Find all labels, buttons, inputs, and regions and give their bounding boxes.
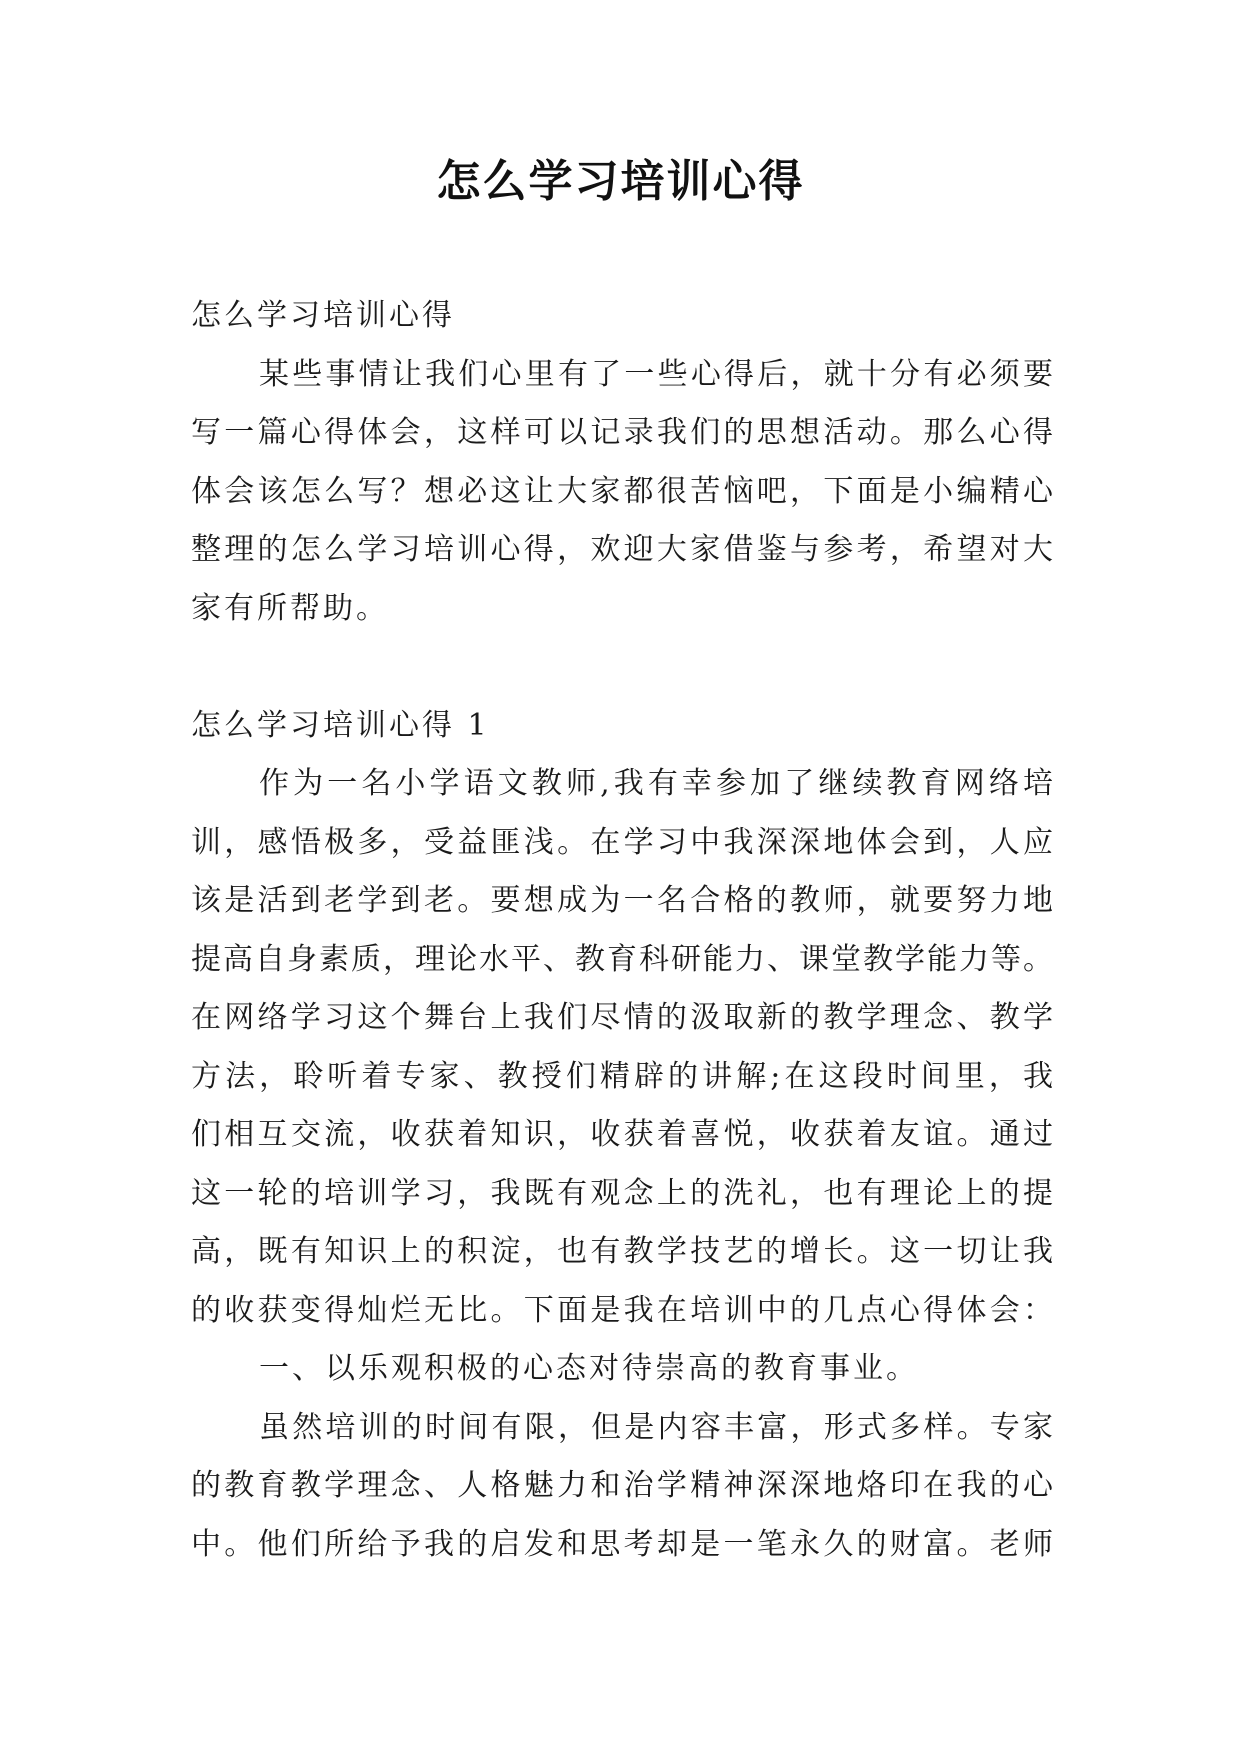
- paragraph-line: 的教育教学理念、人格魅力和治学精神深深地烙印在我的心: [191, 1468, 1053, 1503]
- paragraph-line: 家有所帮助。: [191, 590, 389, 626]
- subheading: 怎么学习培训心得 1: [191, 707, 490, 743]
- point-heading: 一、以乐观积极的心态对待崇高的教育事业。: [259, 1351, 919, 1386]
- document-title: 怎么学习培训心得: [436, 156, 805, 207]
- paragraph-line: 们相互交流，收获着知识，收获着喜悦，收获着友谊。通过: [191, 1117, 1053, 1152]
- paragraph-line: 这一轮的培训学习，我既有观念上的洗礼，也有理论上的提: [191, 1175, 1053, 1211]
- section-heading: 怎么学习培训心得: [191, 298, 455, 333]
- paragraph-line: 作为一名小学语文教师,我有幸参加了继续教育网络培: [259, 766, 1053, 801]
- paragraph-line: 的收获变得灿烂无比。下面是我在培训中的几点心得体会：: [191, 1292, 1053, 1328]
- paragraph-line: 在网络学习这个舞台上我们尽情的汲取新的教学理念、教学: [191, 1000, 1053, 1035]
- paragraph-spacer: [191, 638, 1053, 697]
- paragraph-line: 某些事情让我们心里有了一些心得后，就十分有必须要: [259, 356, 1053, 392]
- paragraph-line: 整理的怎么学习培训心得，欢迎大家借鉴与参考，希望对大: [191, 532, 1053, 567]
- body-paragraph: [191, 755, 1053, 1340]
- paragraph-line: 写一篇心得体会，这样可以记录我们的思想活动。那么心得: [191, 415, 1053, 450]
- document-body: [191, 287, 1053, 1574]
- paragraph-line: 中。他们所给予我的启发和思考却是一笔永久的财富。老师: [191, 1526, 1053, 1562]
- paragraph-line: 训，感悟极多，受益匪浅。在学习中我深深地体会到，人应: [191, 824, 1053, 860]
- paragraph-line: 体会该怎么写？想必这让大家都很苦恼吧，下面是小编精心: [191, 473, 1053, 509]
- paragraph-line: 提高自身素质，理论水平、教育科研能力、课堂教学能力等。: [191, 941, 1053, 977]
- point-paragraph: [191, 1399, 1053, 1575]
- paragraph-line: 虽然培训的时间有限，但是内容丰富，形式多样。专家: [259, 1409, 1053, 1445]
- intro-paragraph: [191, 346, 1053, 639]
- paragraph-line: 方法，聆听着专家、教授们精辟的讲解;在这段时间里，我: [191, 1058, 1053, 1094]
- paragraph-line: 该是活到老学到老。要想成为一名合格的教师，就要努力地: [191, 883, 1053, 918]
- paragraph-line: 高，既有知识上的积淀，也有教学技艺的增长。这一切让我: [191, 1234, 1053, 1269]
